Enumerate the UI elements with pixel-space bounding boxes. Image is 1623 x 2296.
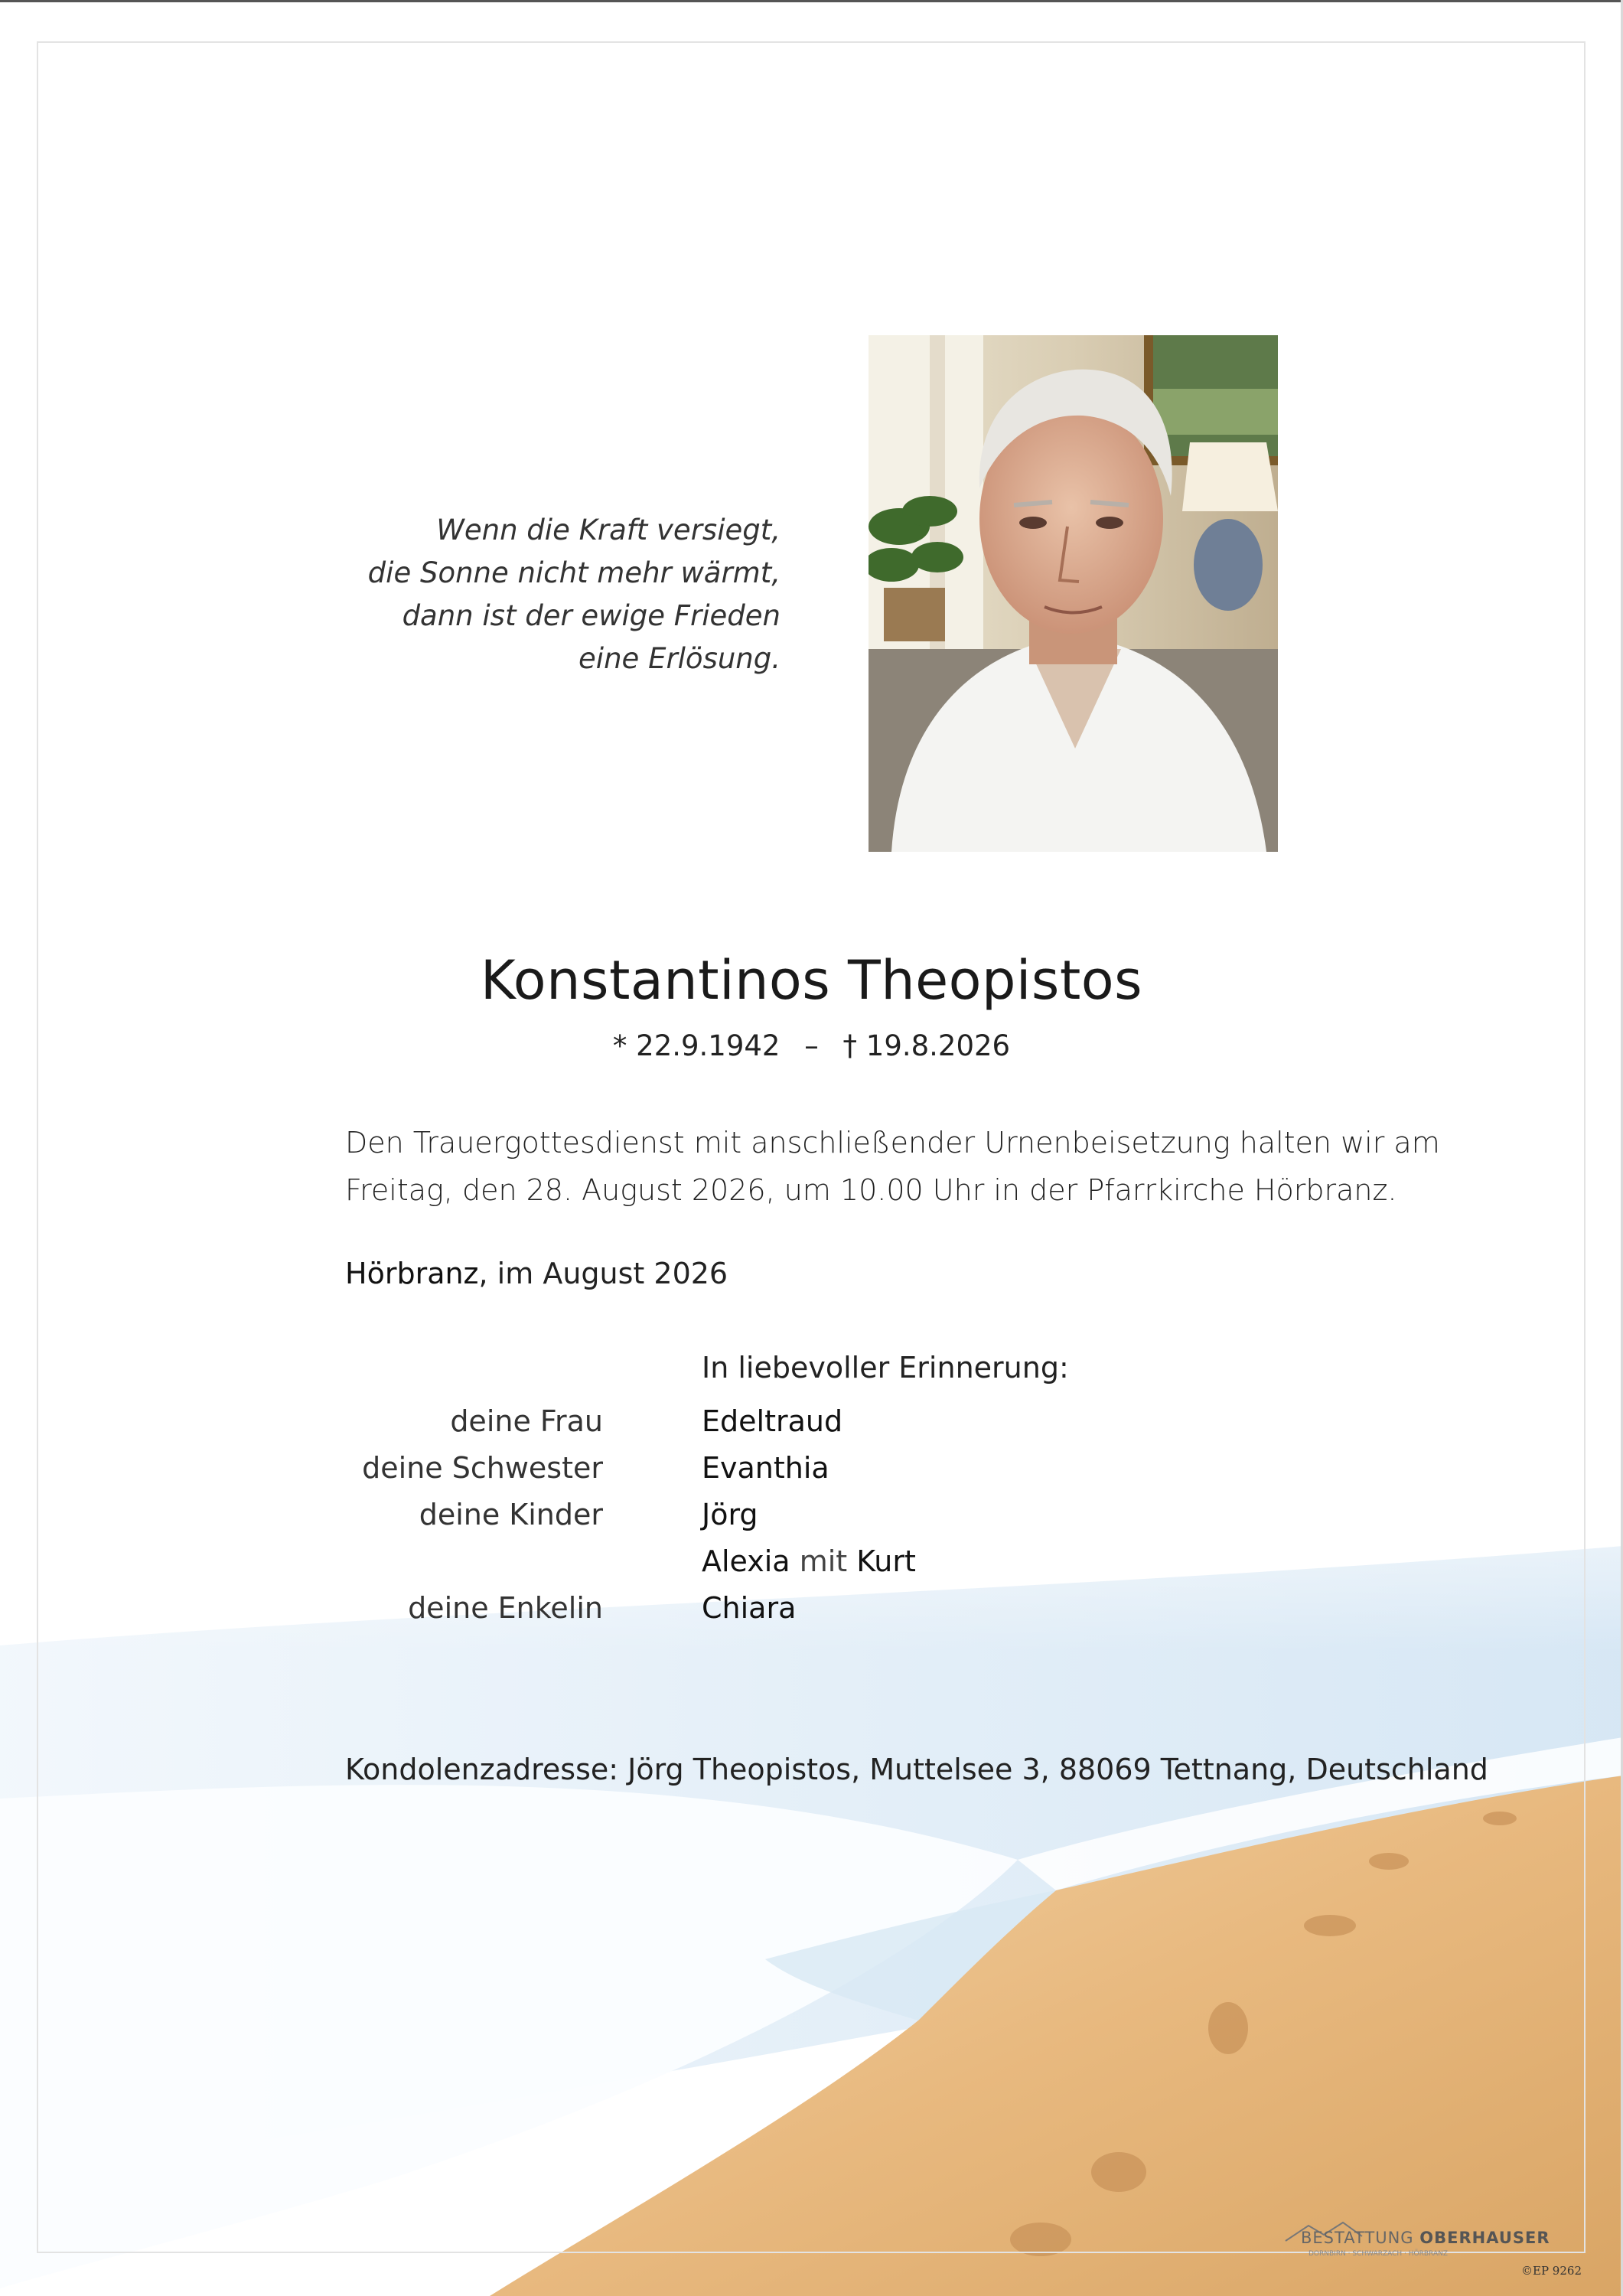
relative-partner: Kurt [856, 1544, 916, 1578]
relative-connector: mit [790, 1544, 857, 1578]
deceased-name: Konstantinos Theopistos [480, 949, 1143, 1012]
relative-name: Chiara [702, 1591, 797, 1625]
list-item [362, 1451, 1102, 1498]
list-item [413, 1544, 1102, 1591]
relative-name: Jörg [702, 1498, 758, 1531]
service-line: Freitag, den 28. August 2026, um 10.00 Uhr in der Pfarrkirche Hörbranz. [345, 1173, 1397, 1207]
birth-date: * 22.9.1942 [612, 1029, 781, 1062]
relation-label: deine Kinder [419, 1498, 603, 1531]
top-border [0, 0, 1623, 2]
relative-first: Alexia [702, 1544, 790, 1578]
portrait-photo [869, 335, 1278, 852]
template-code: ©EP 9262 [1521, 2264, 1582, 2278]
condolence-address: Kondolenzadresse: Jörg Theopistos, Muttelsee 3, 88069 Tettnang, Deutschland [345, 1753, 1488, 1786]
life-dates [0, 1029, 1623, 1062]
memory-heading: In liebevoller Erinnerung: [702, 1351, 1069, 1384]
relation-label: deine Enkelin [408, 1591, 603, 1625]
relative-name: Edeltraud [702, 1404, 843, 1438]
place-month: , im August 2026 [478, 1257, 728, 1290]
list-item [408, 1591, 1102, 1638]
quote-line: eine Erlösung. [578, 642, 781, 675]
relation-label: deine Frau [450, 1404, 603, 1438]
logo-subtitle: DORNBIRN · SCHWARZACH · HÖRBRANZ [1309, 2250, 1448, 2258]
death-date: † 19.8.2026 [842, 1029, 1011, 1062]
memorial-quote [321, 509, 781, 680]
place-date [345, 1257, 728, 1290]
family-list [362, 1404, 1102, 1638]
relative-name [702, 1544, 916, 1578]
quote-line: die Sonne nicht mehr wärmt, [367, 556, 781, 589]
service-announcement [345, 1119, 1440, 1214]
place-town: Hörbranz [345, 1257, 479, 1290]
list-item [413, 1404, 1102, 1451]
date-separator: – [804, 1029, 819, 1062]
quote-line: dann ist der ewige Frieden [402, 599, 781, 632]
relation-label: deine Schwester [362, 1451, 603, 1485]
quote-line: Wenn die Kraft versiegt, [436, 514, 781, 546]
service-line: Den Trauergottesdienst mit anschließender Urnenbeisetzung halten wir am [345, 1126, 1440, 1159]
relative-name: Evanthia [702, 1451, 829, 1485]
list-item [413, 1498, 1102, 1544]
logo-prefix: BESTATTUNG [1301, 2229, 1414, 2247]
logo-name: OBERHAUSER [1419, 2229, 1550, 2247]
logo-text [1301, 2229, 1550, 2247]
